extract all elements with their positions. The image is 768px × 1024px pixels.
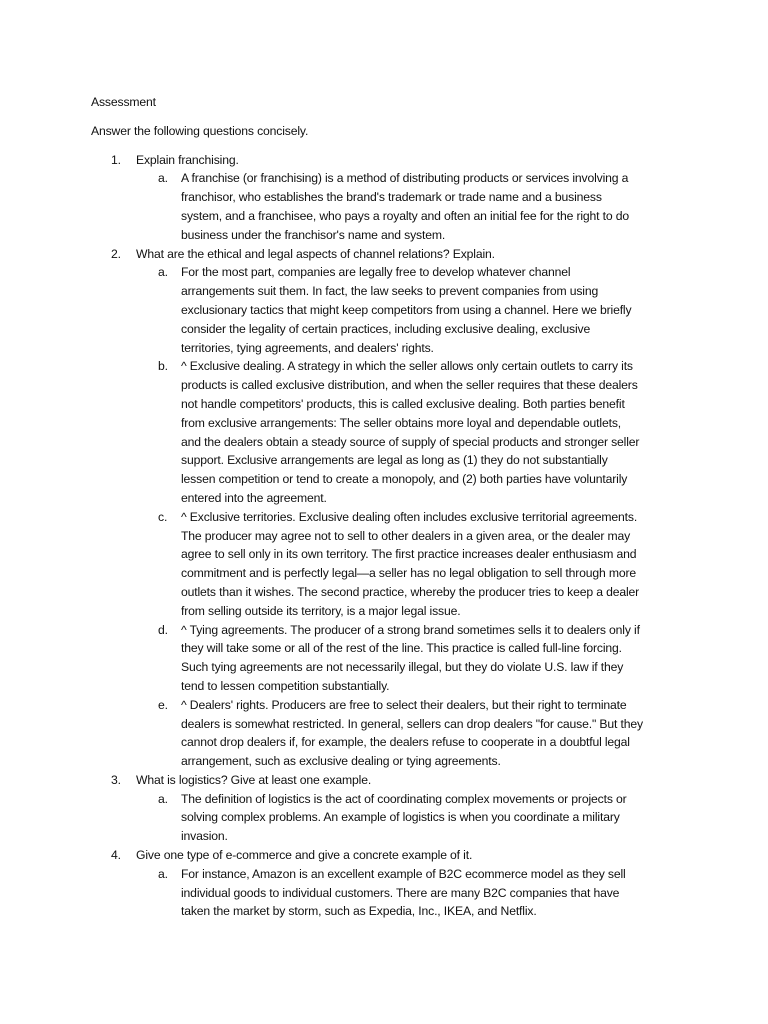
answer-letter: a. bbox=[158, 171, 168, 186]
answer-list bbox=[136, 790, 691, 846]
answer-item bbox=[136, 508, 644, 621]
question-number: 1. bbox=[111, 152, 121, 167]
answer-letter: a. bbox=[158, 791, 168, 806]
answer-list bbox=[136, 865, 691, 921]
answer-letter: a. bbox=[158, 866, 168, 881]
answer-item bbox=[136, 621, 644, 696]
answer-list bbox=[136, 263, 691, 771]
answer-item bbox=[136, 357, 644, 507]
question-number: 3. bbox=[111, 772, 121, 787]
question-item bbox=[91, 846, 691, 921]
question-text: What are the ethical and legal aspects of channel relations? Explain. bbox=[136, 246, 495, 261]
question-item bbox=[91, 771, 691, 846]
answer-letter: a. bbox=[158, 265, 168, 280]
answer-text: ^ Tying agreements. The producer of a strong brand sometimes sells it to dealers only if they will take some or all of the rest of the line. This practice is called full-line forcing. Such tying agreements are not necessarily illegal, but they do violate U.S. law if they tend to lessen competition substantially. bbox=[181, 622, 640, 693]
answer-item bbox=[136, 696, 644, 771]
answer-letter: d. bbox=[158, 622, 168, 637]
answer-text: ^ Exclusive dealing. A strategy in which the seller allows only certain outlets to carry its products is called exclusive distribution, and when the seller requires that these dealers not handle competitors' products, this is called exclusive dealing. Both parties benefit from exclusive arrangements: The seller obtains more loyal and dependable outlets, and the dealers obtain a steady source of supply of special products and stronger seller support. Exclusive arrangements are legal as long as (1) they do not substantially lessen competition or tend to create a monopoly, and (2) both parties have voluntarily entered into the agreement. bbox=[181, 359, 640, 505]
question-item bbox=[91, 151, 691, 245]
answer-list bbox=[136, 169, 691, 244]
answer-text: A franchise (or franchising) is a method of distributing products or services involving a franchisor, who establishes the brand's trademark or trade name and a business system, and a franchisee, who pays a royalty and often an initial fee for the right to do business under the franchisor's name and system. bbox=[181, 171, 630, 242]
answer-text: For instance, Amazon is an excellent example of B2C ecommerce model as they sell individual goods to individual customers. There are many B2C companies that have taken the market by storm, such as Expedia, Inc., IKEA, and Netflix. bbox=[181, 866, 626, 919]
answer-text: ^ Exclusive territories. Exclusive dealing often includes exclusive territorial agreements. The producer may agree not to sell to other dealers in a given area, or the dealer may agree to sell only in its own territory. The first practice increases dealer enthusiasm and commitment and is perfectly legal—a seller has no legal obligation to sell through more outlets than it wishes. The second practice, whereby the producer tries to keep a dealer from selling outside its territory, is a major legal issue. bbox=[181, 509, 640, 618]
document-content bbox=[91, 93, 691, 921]
answer-letter: e. bbox=[158, 697, 168, 712]
question-number: 4. bbox=[111, 848, 121, 863]
question-number: 2. bbox=[111, 246, 121, 261]
document-title: Assessment bbox=[91, 95, 156, 109]
answer-item bbox=[136, 865, 644, 921]
question-item bbox=[91, 245, 691, 771]
answer-letter: b. bbox=[158, 359, 168, 374]
answer-item bbox=[136, 790, 644, 846]
answer-text: For the most part, companies are legally free to develop whatever channel arrangements suit them. In fact, the law seeks to prevent companies from using exclusionary tactics that might keep competitors from using a channel. Here we briefly consider the legality of certain practices, including exclusive dealing, exclusive territories, tying agreements, and dealers' rights. bbox=[181, 265, 632, 355]
answer-letter: c. bbox=[158, 509, 168, 524]
answer-text: The definition of logistics is the act of coordinating complex movements or projects or solving complex problems. An example of logistics is when you coordinate a military invasion. bbox=[181, 791, 627, 844]
answer-item bbox=[136, 169, 644, 244]
question-text: Give one type of e-commerce and give a concrete example of it. bbox=[136, 848, 473, 863]
question-text: Explain franchising. bbox=[136, 152, 239, 167]
question-list bbox=[91, 151, 691, 922]
answer-text: ^ Dealers' rights. Producers are free to select their dealers, but their right to terminate dealers is somewhat restricted. In general, sellers can drop dealers "for cause." But they cannot drop dealers if, for example, the dealers refuse to cooperate in a doubtful legal arrangement, such as exclusive dealing or tying agreements. bbox=[181, 697, 643, 769]
document-instructions: Answer the following questions concisely. bbox=[91, 123, 309, 138]
answer-item bbox=[136, 263, 644, 357]
question-text: What is logistics? Give at least one example. bbox=[136, 772, 372, 787]
